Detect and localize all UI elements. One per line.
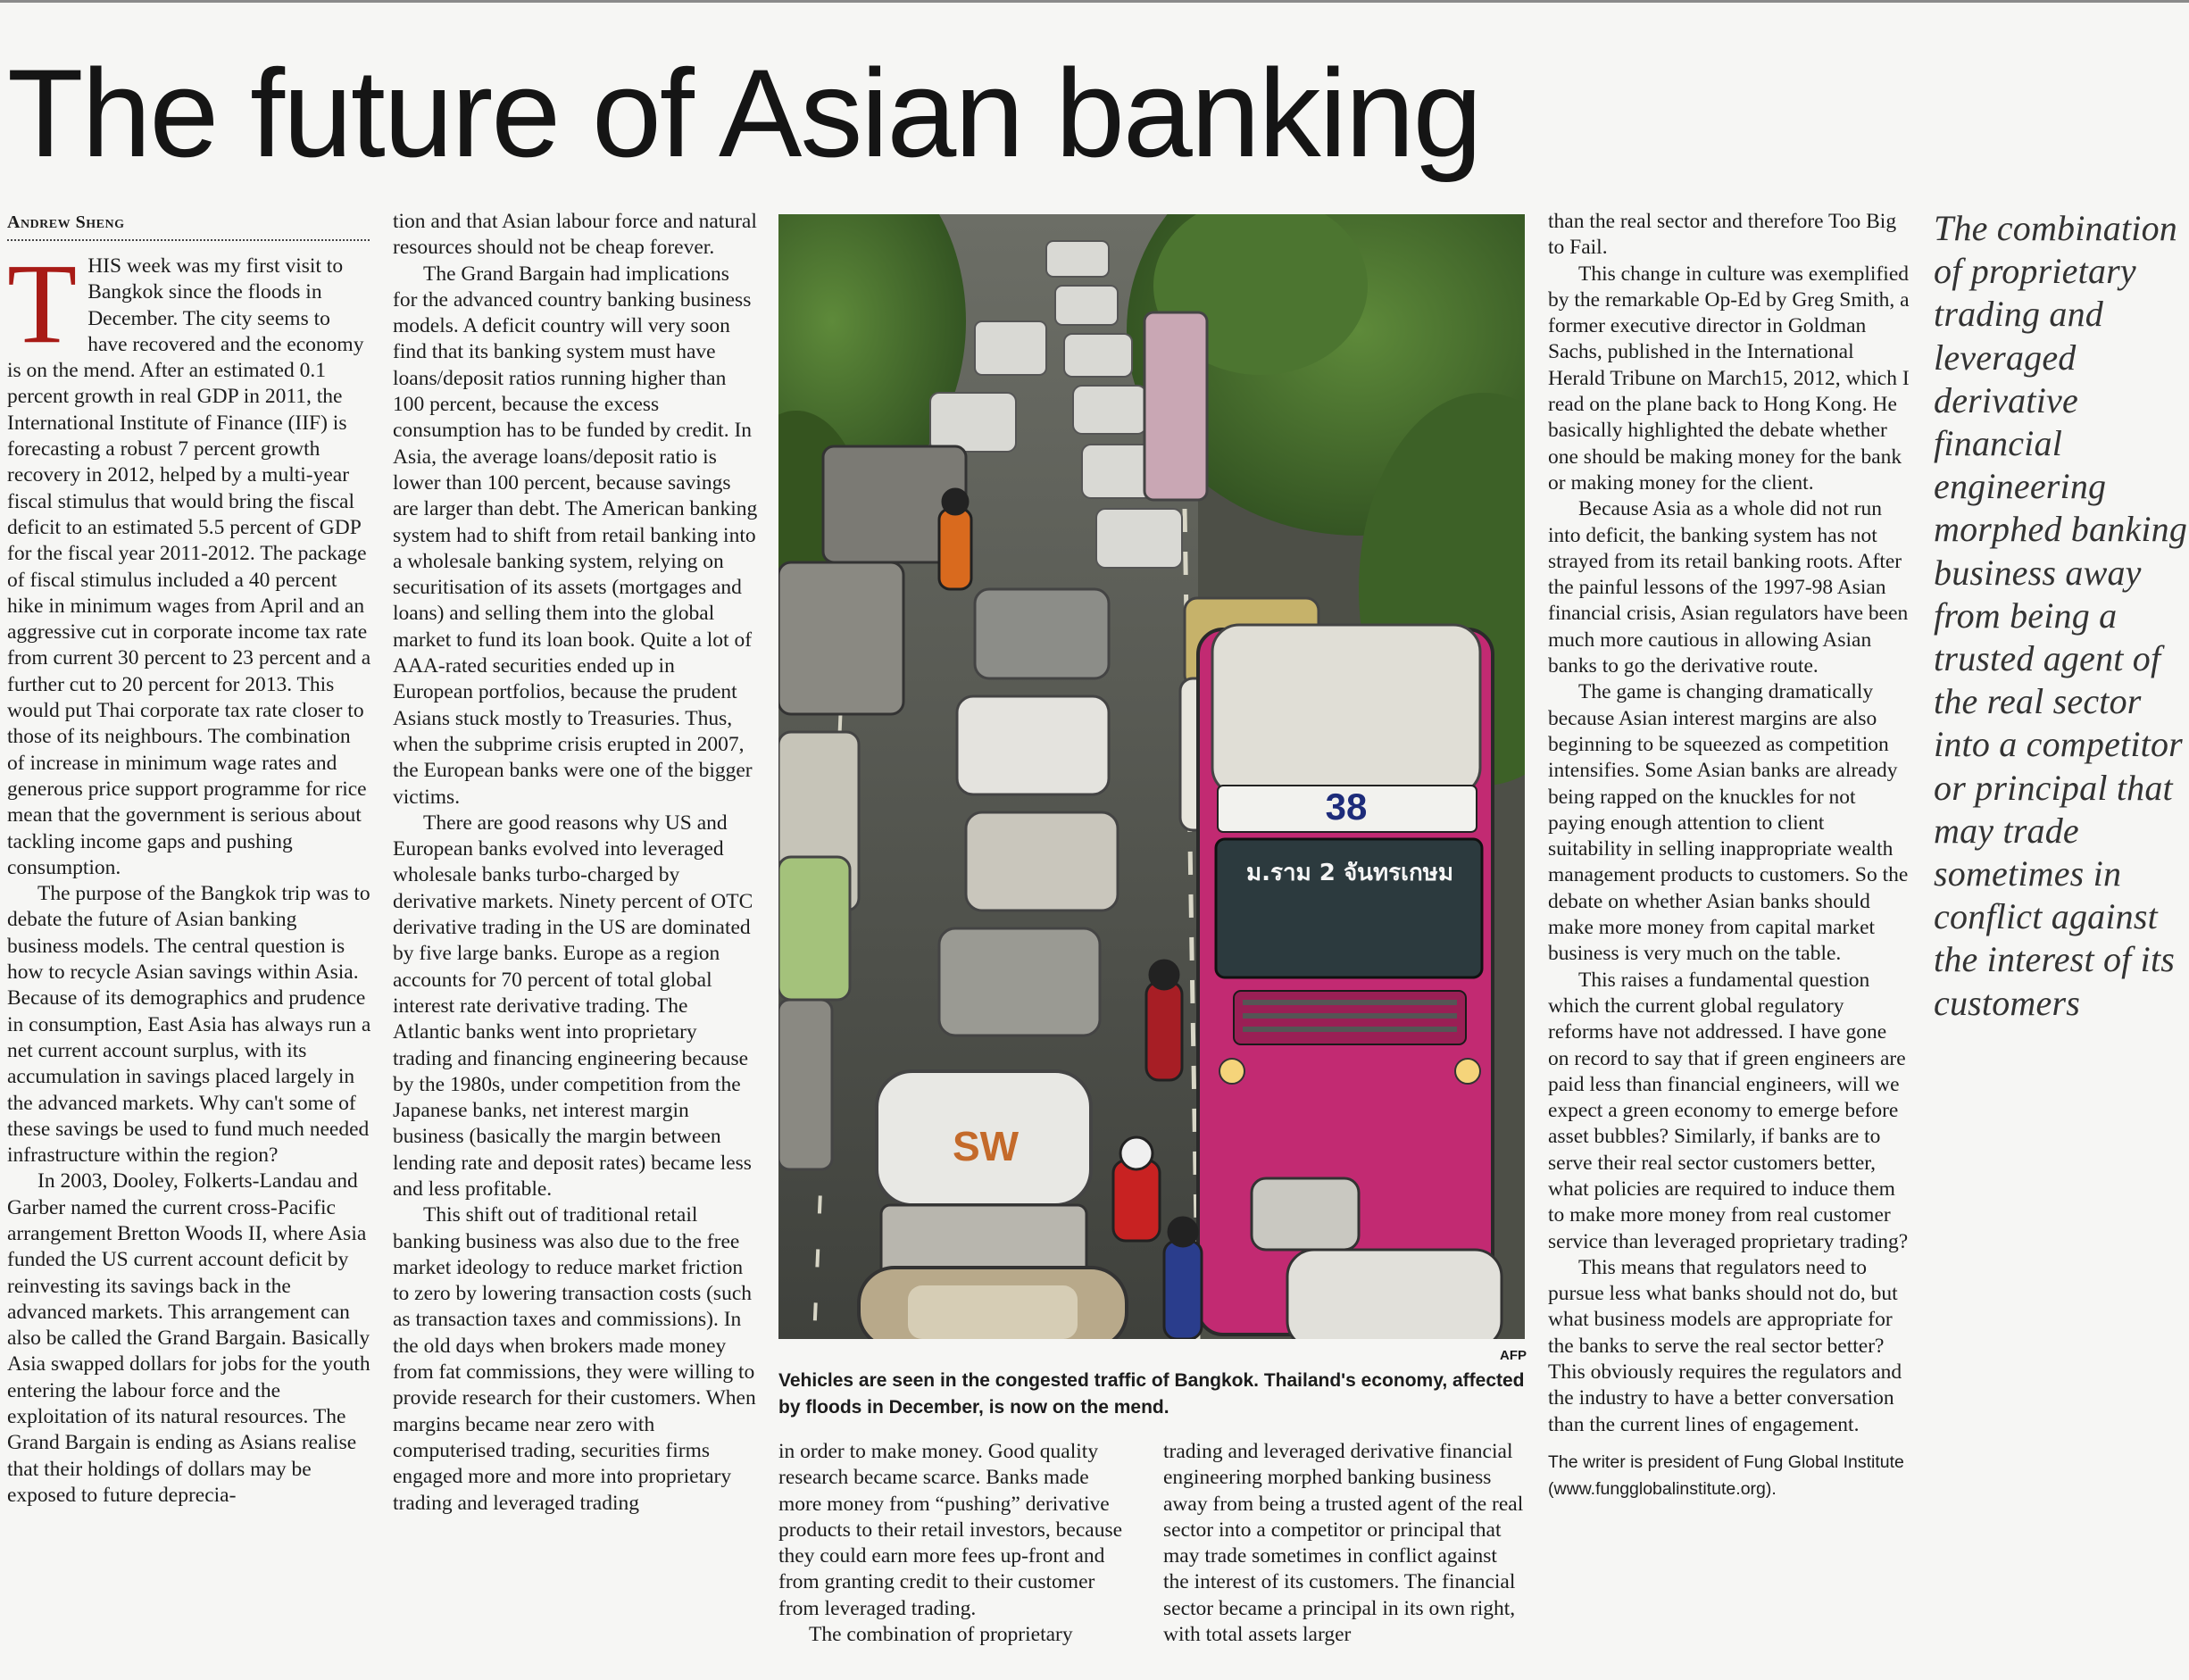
photo-caption: Vehicles are seen in the congested traffic of Bangkok. Thailand's economy, affected by floods in December, is now on the mend.	[778, 1370, 1525, 1418]
bus-destination-sign: ม.ราม 2 จันทรเกษม	[1246, 860, 1453, 886]
article-column-5	[1548, 209, 1912, 1678]
article-column-1	[7, 209, 371, 1678]
article-paragraph: The combination of proprietary	[809, 1623, 1073, 1647]
article-paragraph: in order to make money. Good quality research became scarce. Banks made more money from “pushing” derivative products to their retail investors, because they could earn more fees up-front and from granting credit to their customer from leveraged trading.	[778, 1440, 1123, 1620]
article-paragraph: THIS week was my first visit to Bangkok since the floods in December. The city seems to have recovered and the economy is on the mend. After an estimated 0.1 percent growth in real GDP in 2011, the International Institute of Finance (IIF) is forecasting a robust 7 percent growth recovery in 2012, helped by a multi-year fiscal stimulus that would bring the fiscal deficit to an estimated 5.5 percent of GDP for the fiscal year 2011-2012. The package of fiscal stimulus included a 40 percent hike in minimum wages from April and an aggressive cut in corporate income tax rate from current 30 percent to 23 percent and a further cut to 20 percent for 2013. This would put Thai corporate tax rate closer to those of its neighbours. The combination of increase in minimum wage rates and generous price support programme for rice mean that the government is serious about tackling income gaps and pushing consumption.	[7, 240, 371, 879]
bus-route-number: 38	[1325, 786, 1368, 828]
headline: The future of Asian banking	[7, 43, 1481, 183]
article-paragraph: This shift out of traditional retail banking business was also due to the free market ideology to reduce market friction to zero by lowering transaction costs (such as transaction taxes and commissions). In the old days when brokers made money from fat commissions, they were willing to provide research for their customers. When margins became near zero with computerised trading, securities firms engaged more and more into proprietary trading and leveraged trading	[393, 1203, 756, 1515]
article-paragraph: This change in culture was exemplified by the remarkable Op-Ed by Greg Smith, a former executive director in Goldman Sachs, published in the International Herald Tribune on March15, 2012, which I read on the plane back to Hong Kong. He basically highlighted the debate whether one should be making money for the bank or making money for the client.	[1548, 262, 1910, 495]
drop-cap: T	[7, 240, 78, 367]
white-truck	[877, 1071, 1091, 1277]
article-paragraph: Because Asia as a whole did not run into deficit, the banking system has not strayed from its retail banking roots. After the painful lessons of the 1997-98 Asian financial crisis, Asian regulators have been much more cautious in allowing Asian banks to go the derivative route.	[1548, 497, 1909, 678]
article-paragraph: The purpose of the Bangkok trip was to debate the future of Asian banking business models. The central question is how to recycle Asian savings within Asia. Because of its demographics and prudence in consumption, East Asia has always run a net current account surplus, with its accumulation in savings placed largely in the advanced markets. Why can't some of these savings be used to fund much needed infrastructure within the region?	[7, 882, 371, 1168]
article-paragraph: In 2003, Dooley, Folkerts-Landau and Garber named the current cross-Pacific arrangement Bretton Woods II, where Asia funded the US current account deficit by reinvesting its savings back in the advanced markets. This arrangement can also be called the Grand Bargain. Basically Asia swapped dollars for jobs for the youth entering the labour force and the exploitation of its natural resources. The Grand Bargain is ending as Asians realise that their holdings of dollars may be exposed to future deprecia-	[7, 1169, 370, 1507]
article-paragraph: The Grand Bargain had implications for the advanced country banking business models. A deficit country will very soon find that its banking system must have loans/deposit ratios running higher than 100 percent, because the excess consumption has to be funded by credit. In Asia, the average loans/deposit ratio is lower than 100 percent, because savings are larger than debt. The American banking system had to shift from retail banking into a wholesale banking system, relying on securitisation of its assets (mortgages and loans) and selling them into the global market to fund its loan book. Quite a lot of AAA-rated securities ended up in European portfolios, because the prudent Asians stuck mostly to Treasuries. Thus, when the subprime crisis erupted in 2007, the European banks were one of the bigger victims.	[393, 262, 758, 809]
photo-credit: AFP	[1500, 1348, 1527, 1363]
article-paragraph: There are good reasons why US and European banks evolved into leveraged wholesale banks turbo-charged by derivative markets. Ninety percent of OTC derivative trading in the US are dominated by five large banks. Europe as a region accounts for 70 percent of total global interest rate derivative trading. The Atlantic banks went into proprietary trading and financing engineering because by the 1980s, under competition from the Japanese banks, net interest margin business (basically the margin between lending rate and deposit rates) became less and less profitable.	[393, 811, 753, 1201]
article-paragraph: trading and leveraged derivative financial engineering morphed banking business away from being a trusted agent of the real sector into a competitor or principal that may trade sometimes in conflict against the interest of its customers. The financial sector became a principal in its own right, with total assets larger	[1163, 1440, 1524, 1647]
traffic-photo	[778, 214, 1525, 1339]
article-column-4	[1163, 1439, 1524, 1678]
pull-quote: The combination of proprietary trading and leveraged derivative financial engineering morphed banking business away from being a trusted agent of the real sector into a competitor or principal that may trade sometimes in conflict against the interest of its customers	[1934, 208, 2188, 1023]
byline: Andrew Sheng	[7, 209, 370, 241]
author-bio: The writer is president of Fung Global Institute (www.fungglobalinstitute.org).	[1548, 1451, 1904, 1499]
article-column-2	[393, 209, 759, 1678]
article-paragraph: than the real sector and therefore Too Big to Fail.	[1548, 210, 1897, 260]
article-paragraph: This means that regulators need to pursue less what banks should not do, but what business models are appropriate for the banks to serve the real sector better? This obviously requires the regulators and the industry to have a better conversation than the current lines of engagement.	[1548, 1255, 1902, 1436]
article-paragraph: The game is changing dramatically because Asian interest margins are also beginning to be squeezed as competition intensifies. Some Asian banks are already being rapped on the knuckles for not paying enough attention to client suitability in selling inappropriate wealth management products to customers. So the debate on whether Asian banks should make more money from capital market business is very much on the table.	[1548, 680, 1909, 966]
article-paragraph: tion and that Asian labour force and natural resources should not be cheap forever.	[393, 210, 757, 260]
top-rule	[0, 0, 2189, 3]
article-column-3	[778, 1439, 1132, 1678]
truck-logo: SW	[952, 1123, 1020, 1169]
article-paragraph: This raises a fundamental question which the current global regulatory reforms have not addressed. I have gone on record to say that if green engineers are paid less than financial engineers, will we expect a green economy to emerge before asset bubbles? Similarly, if banks are to serve their real sector customers better, what policies are required to induce them to make more money from real customer service than leveraged proprietary trading?	[1548, 968, 1909, 1253]
